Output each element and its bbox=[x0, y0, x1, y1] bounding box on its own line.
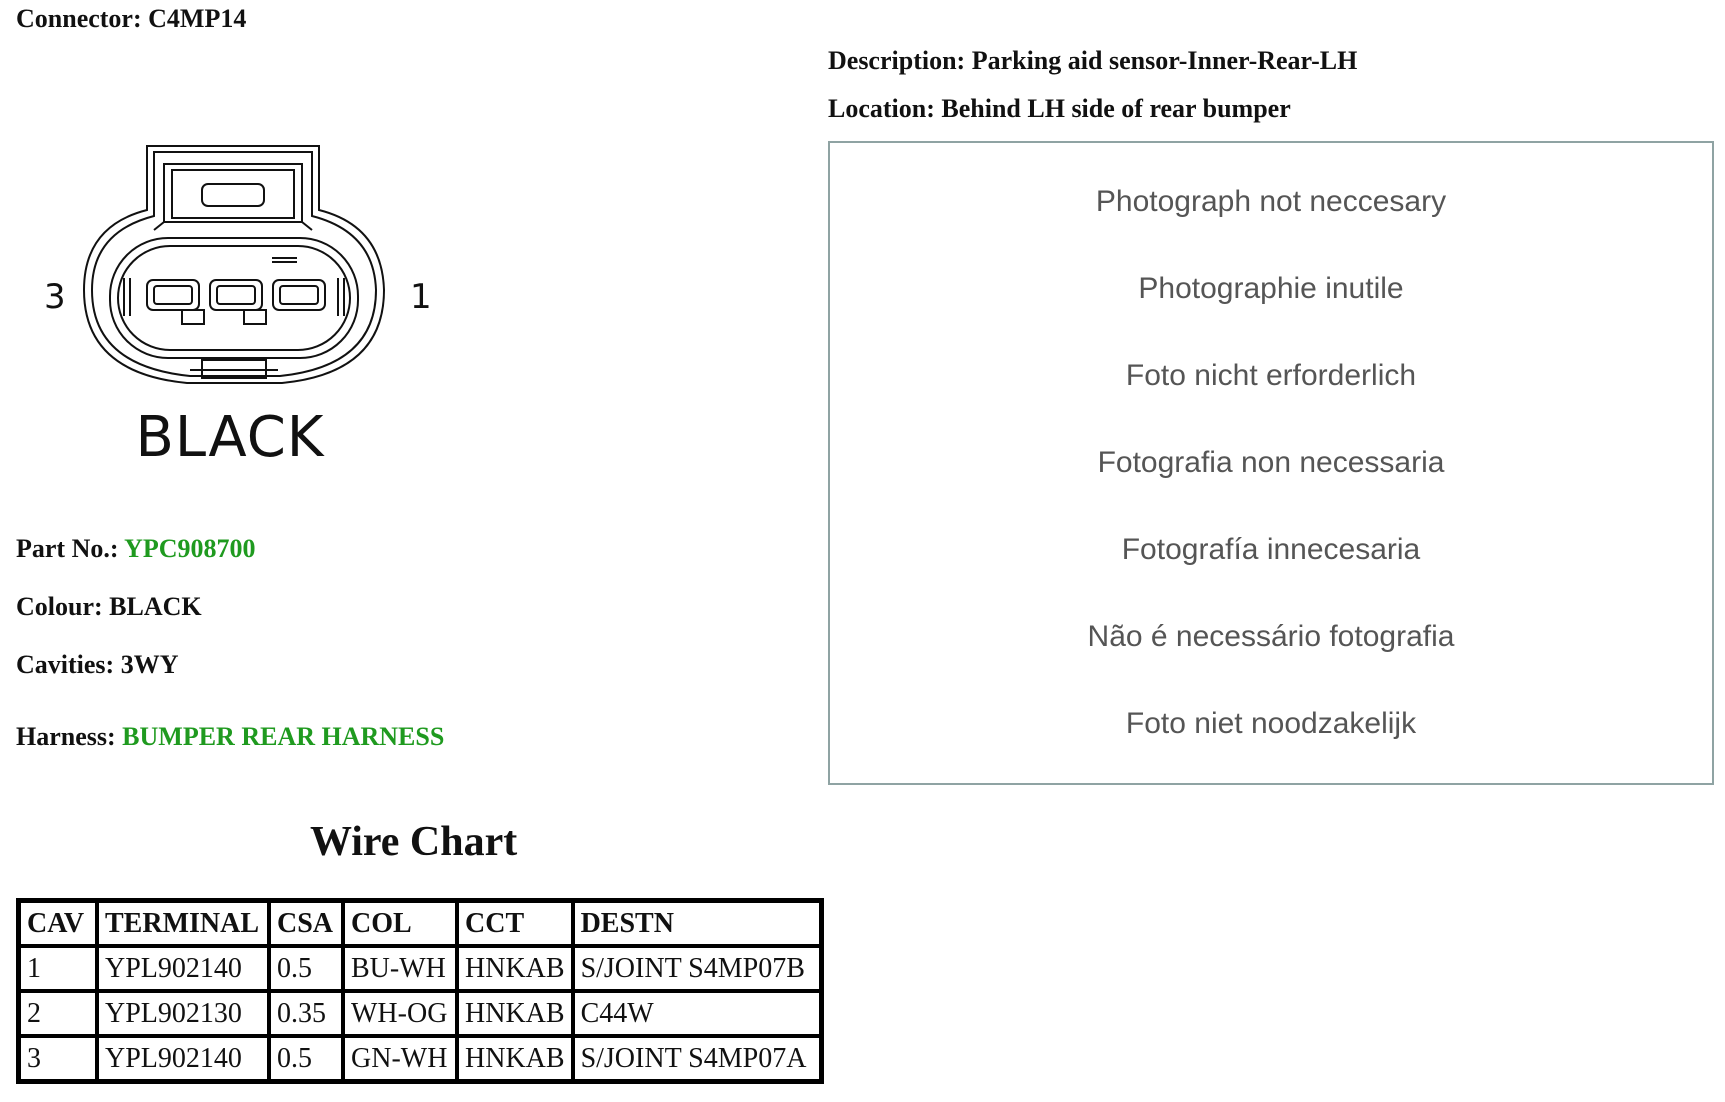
harness-link[interactable]: BUMPER REAR HARNESS bbox=[122, 722, 445, 751]
cavities-line bbox=[16, 650, 178, 680]
colour-line bbox=[16, 592, 202, 622]
part-number-link[interactable]: YPC908700 bbox=[124, 534, 256, 563]
connector-face-diagram bbox=[22, 138, 442, 388]
column-header: COL bbox=[343, 901, 457, 946]
column-header: CCT bbox=[457, 901, 573, 946]
photo-notice-nl: Foto niet noodzakelijk bbox=[1125, 707, 1417, 740]
cell-terminal: YPL902130 bbox=[97, 991, 269, 1036]
cell-terminal: YPL902140 bbox=[97, 1036, 269, 1081]
cell-destn: C44W bbox=[573, 991, 821, 1036]
latch-frame bbox=[164, 164, 302, 222]
cell-col: WH-OG bbox=[343, 991, 457, 1036]
table-row bbox=[19, 946, 821, 991]
cell-col: BU-WH bbox=[343, 946, 457, 991]
harness-label: Harness: bbox=[16, 722, 116, 751]
part-number-label: Part No.: bbox=[16, 534, 119, 563]
latch-inner-frame bbox=[172, 170, 294, 218]
photo-notice-it: Fotografia non necessaria bbox=[1097, 446, 1445, 479]
terminal-cavity-2 bbox=[210, 280, 266, 324]
wire-chart-table bbox=[16, 898, 824, 1084]
part-number-line bbox=[16, 534, 256, 564]
cell-csa: 0.5 bbox=[269, 1036, 343, 1081]
colour-value: BLACK bbox=[109, 592, 202, 621]
photo-notice-de: Foto nicht erforderlich bbox=[1125, 359, 1417, 392]
cell-cav: 2 bbox=[19, 991, 97, 1036]
table-row bbox=[19, 1036, 821, 1081]
terminal-cavity-3 bbox=[147, 280, 204, 324]
pin-label-right: 1 bbox=[410, 277, 432, 317]
wire-chart-title: Wire Chart bbox=[310, 819, 518, 865]
description-line bbox=[828, 46, 1357, 76]
cell-cav: 1 bbox=[19, 946, 97, 991]
connector-title bbox=[16, 4, 246, 34]
cell-destn: S/JOINT S4MP07B bbox=[573, 946, 821, 991]
column-header: DESTN bbox=[573, 901, 821, 946]
cavities-label: Cavities: bbox=[16, 650, 115, 679]
cell-col: GN-WH bbox=[343, 1036, 457, 1081]
connector-label: Connector: bbox=[16, 4, 142, 33]
cell-terminal: YPL902140 bbox=[97, 946, 269, 991]
photo-notice-fr: Photographie inutile bbox=[1138, 272, 1404, 305]
connector-id: C4MP14 bbox=[148, 4, 247, 33]
terminal-cavity-1 bbox=[273, 280, 325, 310]
column-header: TERMINAL bbox=[97, 901, 269, 946]
latch-tab bbox=[202, 184, 264, 206]
table-header-row bbox=[19, 901, 821, 946]
column-header: CSA bbox=[269, 901, 343, 946]
housing-inner-outline bbox=[92, 152, 376, 376]
location-line bbox=[828, 94, 1291, 124]
cell-cct: HNKAB bbox=[457, 1036, 573, 1081]
cavity-body-inner bbox=[118, 246, 350, 350]
harness-line bbox=[16, 722, 444, 752]
column-header: CAV bbox=[19, 901, 97, 946]
cell-cav: 3 bbox=[19, 1036, 97, 1081]
colour-label: Colour: bbox=[16, 592, 103, 621]
cell-destn: S/JOINT S4MP07A bbox=[573, 1036, 821, 1081]
cell-cct: HNKAB bbox=[457, 991, 573, 1036]
cavities-value: 3WY bbox=[120, 650, 179, 679]
photo-notice-en: Photograph not neccesary bbox=[1095, 185, 1447, 218]
photo-notice-es: Fotografía innecesaria bbox=[1121, 533, 1421, 566]
photo-placeholder bbox=[828, 141, 1714, 785]
location-value: Behind LH side of rear bumper bbox=[941, 94, 1291, 123]
photo-notice-pt: Não é necessário fotografia bbox=[1087, 620, 1455, 653]
cell-csa: 0.35 bbox=[269, 991, 343, 1036]
pin-label-left: 3 bbox=[44, 277, 66, 317]
table-row bbox=[19, 991, 821, 1036]
connector-color-label: BLACK bbox=[135, 405, 325, 470]
location-label: Location: bbox=[828, 94, 935, 123]
cell-cct: HNKAB bbox=[457, 946, 573, 991]
cell-csa: 0.5 bbox=[269, 946, 343, 991]
description-label: Description: bbox=[828, 46, 966, 75]
description-value: Parking aid sensor-Inner-Rear-LH bbox=[971, 46, 1358, 75]
